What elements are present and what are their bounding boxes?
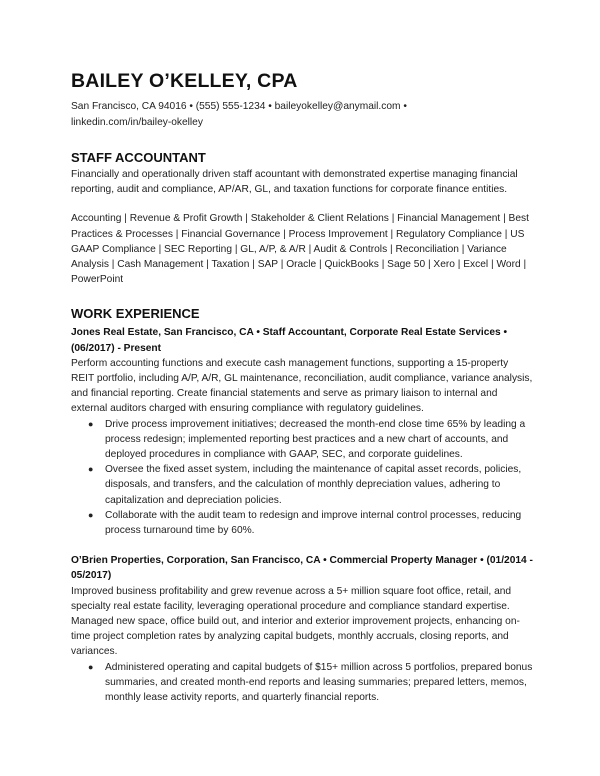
experience-title: WORK EXPERIENCE	[71, 306, 200, 322]
summary-section	[71, 149, 533, 287]
job-heading: O’Brien Properties, Corporation, San Francisco, CA • Commercial Property Manager • (01/2014 - 05/2017)	[71, 555, 533, 582]
bullet-text: Administered operating and capital budgets of $15+ million across 5 portfolios, prepared bonus summaries, and created month-end reports and leasing summaries; prepared letters, memos, monthly lease activity reports, and quarterly financial reports.	[105, 661, 533, 704]
skills-list: Accounting | Revenue & Profit Growth | Stakeholder & Client Relations | Financial Management | Best Practices & Processes | Financial Governance | Process Improvement | Regulatory Compliance | US GAAP Compliance | SEC Reporting | GL, A/P, & A/R | Audit & Controls | Reconciliation | Variance Analysis | Cash Management | Taxation | SAP | Oracle | QuickBooks | Sage 50 | Xero | Excel | Word | PowerPoint	[71, 213, 529, 286]
bullet-text: Drive process improvement initiatives; decreased the month-end close time 65% by leading a process redesign; implemented reporting best practices and a new chart of accounts, and deployed procedures in compliance with GAAP, SEC, and corporate guidelines.	[105, 418, 526, 461]
job-description: Perform accounting functions and execute cash management functions, supporting a 15-property REIT portfolio, including A/P, A/R, GL maintenance, reconciliation, audit compliance, variance analysis, and financial reporting. Create financial statements and serve as primary liaison to internal and external auditors charged with ensuring compliance with regulatory guidelines.	[71, 357, 533, 415]
bullet-item	[88, 660, 533, 706]
job-entry-2	[71, 553, 533, 705]
bullet-text: Oversee the fixed asset system, including the maintenance of capital asset records, policies, disposals, and transfers, and the calculation of monthly depreciation values, adhering to capitalization and depreciation policies.	[105, 464, 522, 506]
bullet-item	[88, 508, 533, 538]
contact-info	[71, 99, 533, 130]
job-entry-1	[71, 325, 533, 538]
bullet-icon: ●	[88, 418, 94, 429]
bullet-icon: ●	[88, 661, 94, 672]
bullet-icon: ●	[88, 509, 94, 520]
candidate-name: BAILEY O’KELLEY, CPA	[71, 70, 298, 92]
summary-title: STAFF ACCOUNTANT	[71, 150, 206, 165]
bullet-text: Collaborate with the audit team to redesign and improve internal control processes, reducing process turnaround time by 60%.	[105, 509, 522, 537]
bullet-icon: ●	[88, 464, 94, 475]
bullet-item	[88, 462, 533, 508]
summary-text: Financially and operationally driven staff acountant with demonstrated expertise managing financial reporting, audit and compliance, AP/AR, GL, and taxation functions for corporate finance entities.	[71, 169, 518, 196]
job-description: Improved business profitability and grew revenue across a 5+ million square foot office, retail, and specialty real estate facility, leveraging operational procedure and compliance standard expertise. Managed new space, office build out, and interior and exterior improvement projects, enhancing on-time project completion rates by analyzing capital budgets, monthly accruals, closing reports, and variances.	[71, 585, 520, 658]
job-bullets	[71, 660, 533, 706]
contact-line-1: San Francisco, CA 94016 • (555) 555-1234 • baileyokelley@anymail.com •	[71, 101, 407, 112]
job-bullets	[71, 417, 533, 539]
resume-page	[71, 68, 533, 705]
experience-section	[71, 305, 533, 705]
contact-line-2: linkedin.com/in/bailey-okelley	[71, 116, 203, 128]
bullet-item	[88, 417, 533, 463]
job-heading: Jones Real Estate, San Francisco, CA • Staff Accountant, Corporate Real Estate Services • (06/2017) - Present	[71, 327, 508, 354]
